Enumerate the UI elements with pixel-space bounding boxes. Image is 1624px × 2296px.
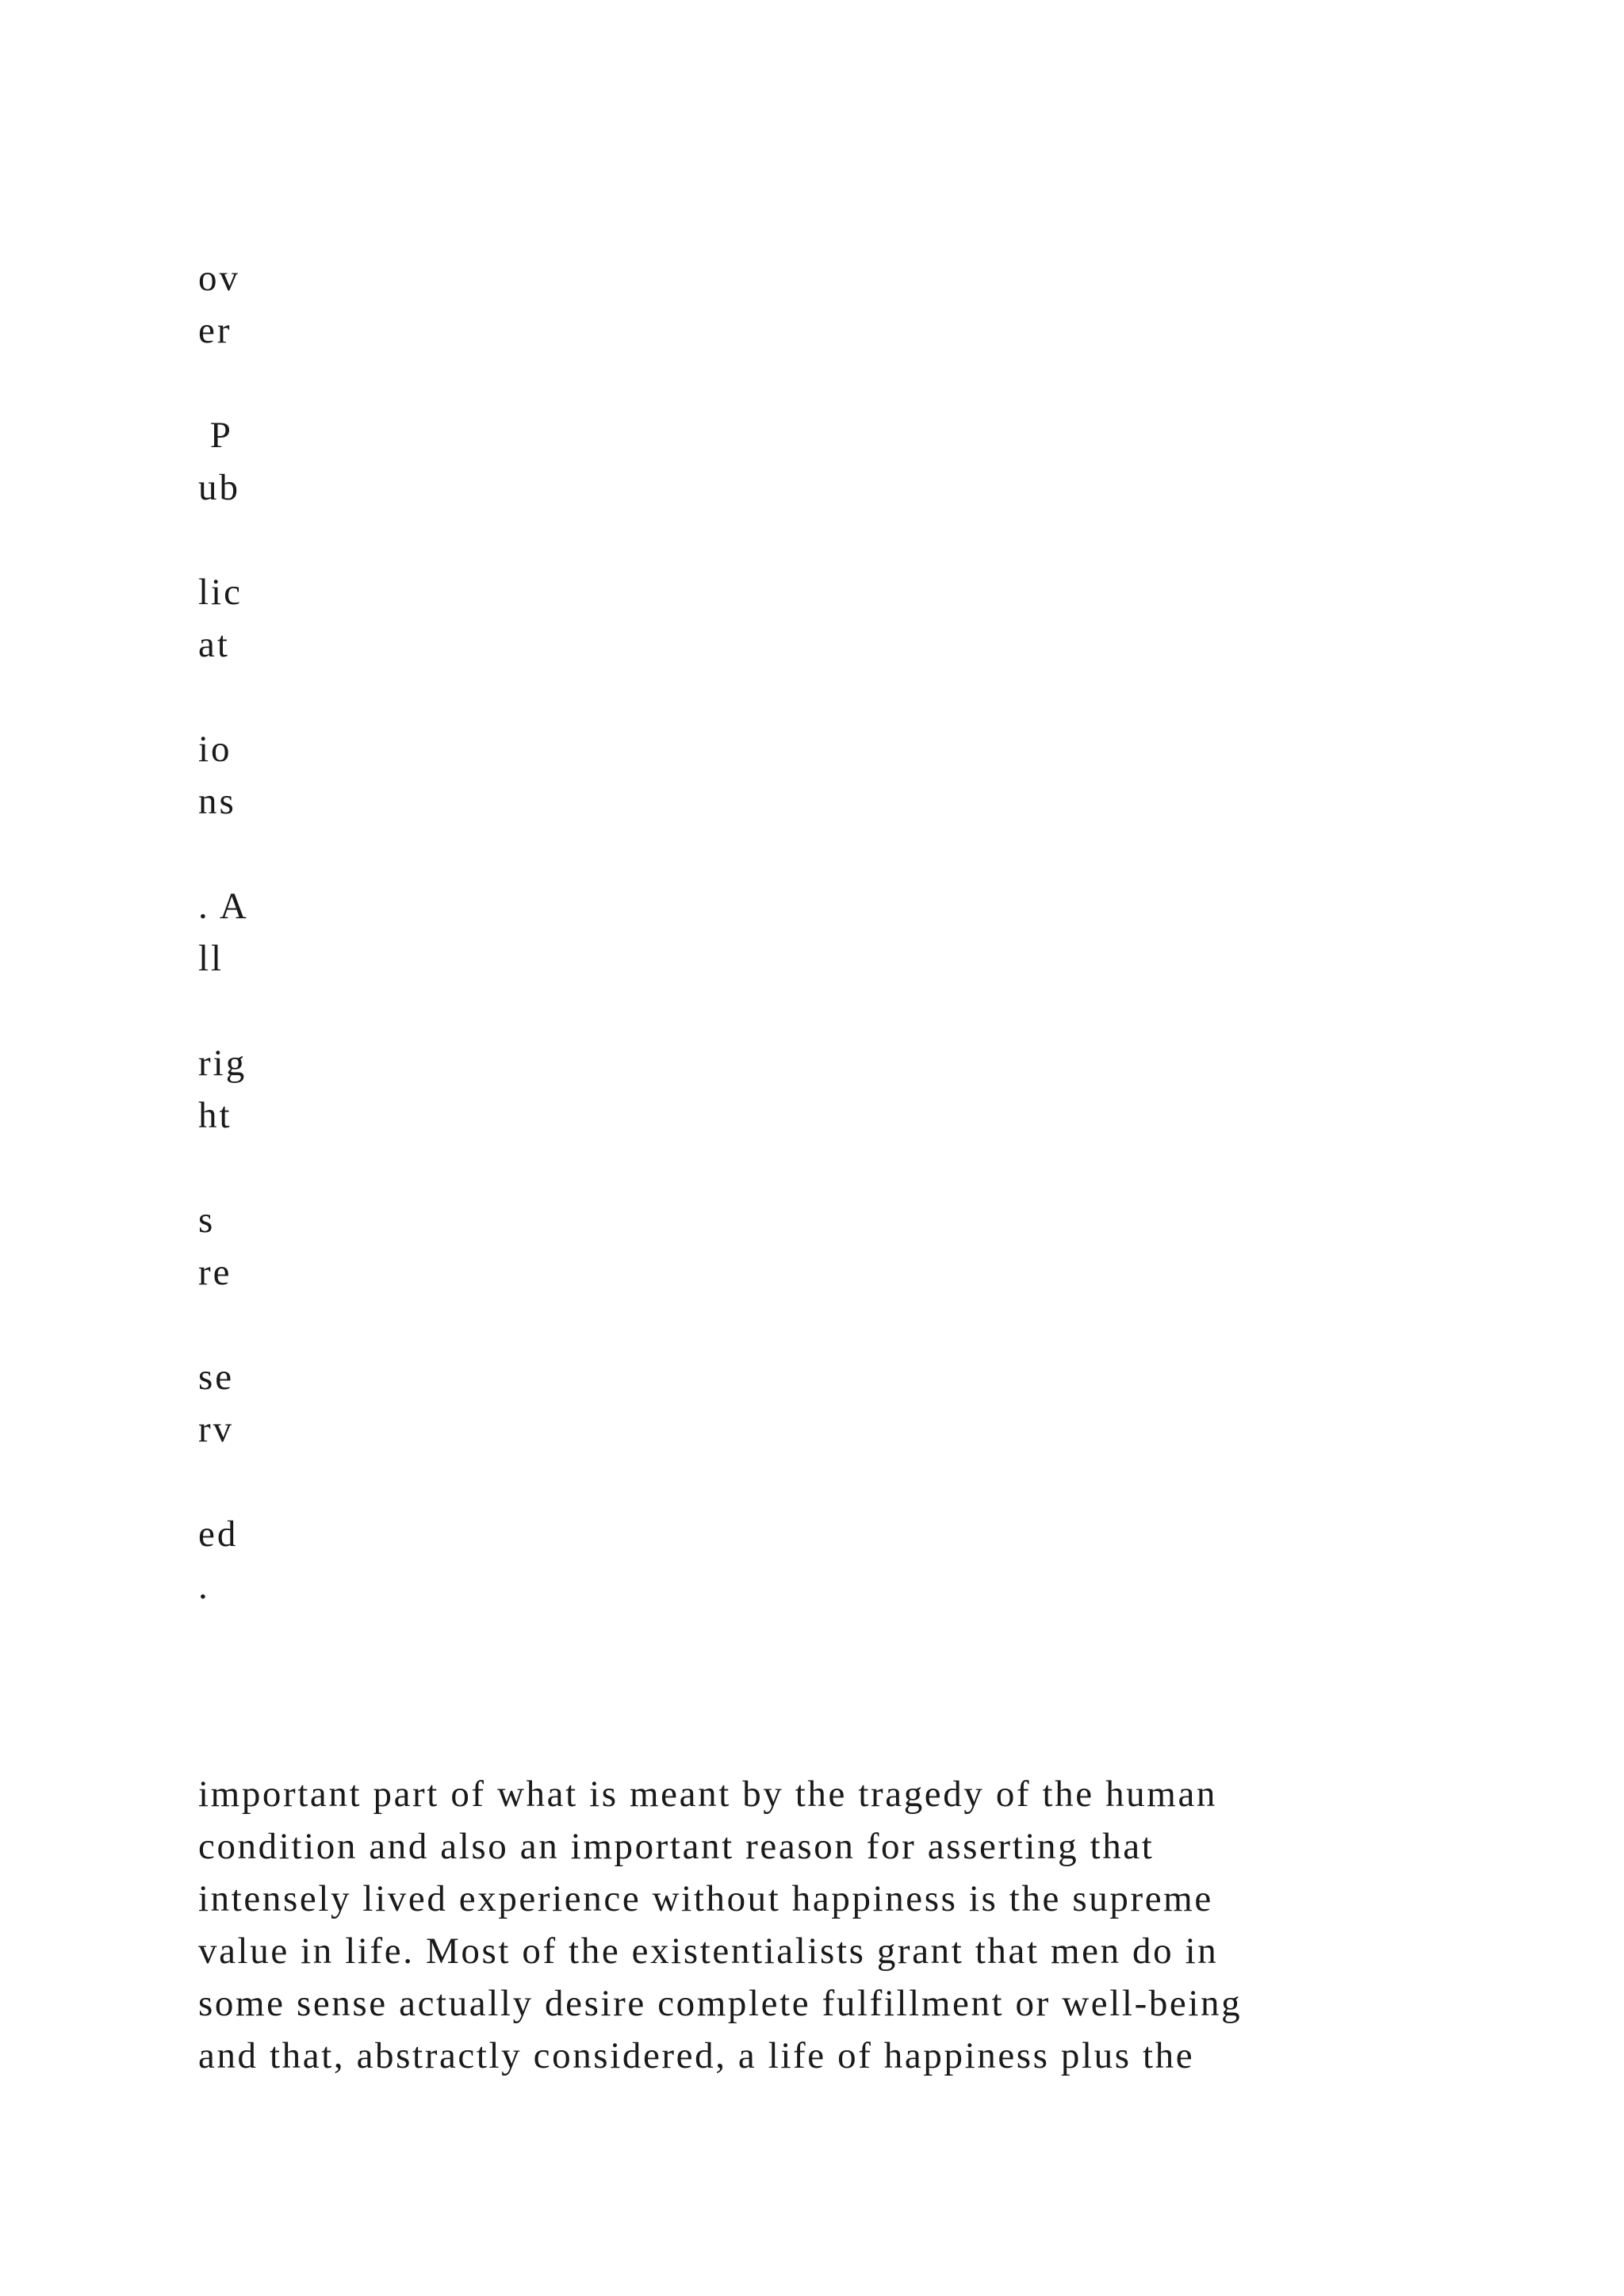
copyright-fragment: lic [198, 572, 243, 613]
copyright-fragment: ub [198, 467, 240, 508]
paragraph-line: intensely lived experience without happiness is the supreme [198, 1878, 1213, 1919]
copyright-fragment: io [198, 729, 232, 770]
copyright-fragment: re [198, 1252, 232, 1293]
copyright-fragment: rig [198, 1043, 247, 1084]
copyright-fragment: se [198, 1357, 235, 1398]
copyright-fragment: P [198, 415, 233, 456]
paragraph-line: important part of what is meant by the tragedy of the human [198, 1774, 1218, 1815]
paragraph-line: condition and also an important reason for asserting that [198, 1826, 1155, 1867]
copyright-fragment: . [198, 1566, 210, 1607]
copyright-fragment: . A [198, 886, 249, 927]
paragraph-line: and that, abstractly considered, a life of happiness plus the [198, 2035, 1195, 2076]
copyright-fragment: ov [198, 258, 240, 299]
copyright-fragment: ht [198, 1095, 232, 1136]
copyright-fragment: ns [198, 781, 236, 822]
copyright-fragment: ll [198, 938, 224, 979]
copyright-fragment: s [198, 1200, 216, 1241]
paragraph-line: value in life. Most of the existentialists grant that men do in [198, 1931, 1219, 1972]
copyright-fragment: ed [198, 1513, 239, 1555]
copyright-fragment: er [198, 310, 232, 351]
copyright-fragment: at [198, 624, 230, 665]
paragraph-line: some sense actually desire complete fulfillment or well-being [198, 1983, 1243, 2024]
copyright-fragment: rv [198, 1409, 235, 1450]
